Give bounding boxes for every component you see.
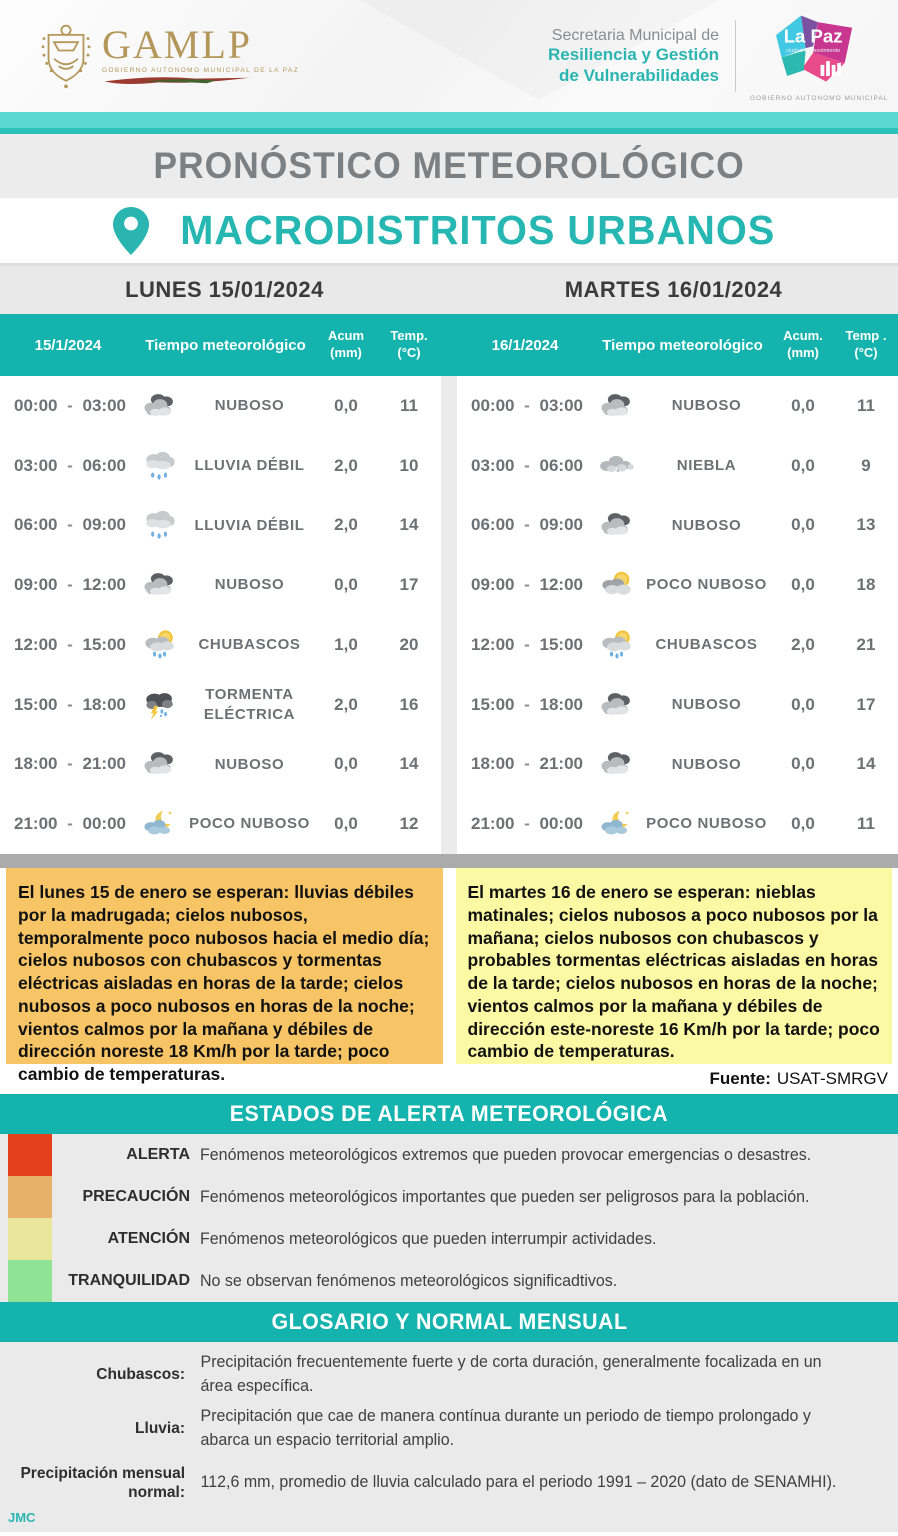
- alert-description: Fenómenos meteorológicos extremos que pueden provocar emergencias o desastres.: [200, 1145, 812, 1164]
- time-range: 06:00 - 09:00: [14, 515, 126, 535]
- forecast-row: [0, 376, 441, 436]
- gamlp-caption: GOBIERNO AUTONOMO MUNICIPAL DE LA PAZ: [102, 67, 300, 74]
- glossary-term: Precipitación mensual normal:: [20, 1464, 185, 1501]
- alerts-title: ESTADOS DE ALERTA METEOROLÓGICA: [229, 1101, 669, 1126]
- light-rain-icon: [136, 509, 184, 541]
- condition-label: NUBOSO: [671, 695, 742, 713]
- temp-value: 12: [399, 814, 419, 834]
- alerts-list: [0, 1134, 898, 1302]
- alert-row: [0, 1134, 898, 1176]
- condition-label: NUBOSO: [671, 397, 742, 415]
- acum-value: 0,0: [334, 814, 358, 834]
- forecast-row: [457, 496, 898, 556]
- time-range: 12:00 - 15:00: [471, 634, 583, 654]
- showers-icon: [136, 629, 184, 661]
- subtitle-band: [0, 198, 898, 266]
- alert-row: [0, 1260, 898, 1302]
- temp-value: 14: [399, 515, 419, 535]
- forecast-row: [457, 735, 898, 795]
- alert-label: ALERTA: [126, 1146, 190, 1163]
- condition-label: CHUBASCOS: [198, 636, 301, 654]
- location-pin-icon: [113, 207, 149, 255]
- title-band: [0, 134, 898, 198]
- forecast-row: [0, 436, 441, 496]
- col-acum-tuesday: Acum. (mm): [783, 328, 823, 360]
- showers-icon: [593, 629, 641, 661]
- col-acum-monday: Acum (mm): [327, 328, 365, 360]
- condition-label: POCO NUBOSO: [189, 815, 310, 833]
- secretaria-line-1: Secretaria Municipal de: [551, 27, 719, 45]
- glossary-row: [0, 1402, 898, 1456]
- author-initials: JMC: [0, 1510, 898, 1532]
- acum-value: 2,0: [791, 634, 815, 654]
- alert-row: [0, 1176, 898, 1218]
- svg-text:ciudad en movimiento: ciudad en movimiento: [786, 47, 841, 54]
- temp-value: 10: [399, 455, 419, 475]
- day-header-monday: LUNES 15/01/2024: [125, 277, 324, 302]
- time-range: 00:00 - 03:00: [471, 395, 583, 415]
- day-headers: [0, 266, 898, 314]
- forecast-row: [457, 615, 898, 675]
- glossary-term: Chubascos:: [96, 1366, 185, 1384]
- acum-value: 0,0: [791, 754, 815, 774]
- temp-value: 11: [400, 395, 418, 415]
- condition-label: CHUBASCOS: [655, 636, 758, 654]
- time-range: 21:00 - 00:00: [14, 814, 126, 834]
- temp-value: 17: [399, 575, 419, 595]
- temp-value: 21: [856, 634, 876, 654]
- gamlp-logo: [38, 22, 299, 90]
- acum-value: 0,0: [791, 395, 815, 415]
- alert-label: PRECAUCIÓN: [82, 1188, 190, 1205]
- time-range: 18:00 - 21:00: [471, 754, 583, 774]
- table-gap: [441, 376, 457, 854]
- col-date-tuesday: 16/1/2024: [491, 336, 559, 354]
- glossary-definition: 112,6 mm, promedio de lluvia calculado para el periodo 1991 – 2020 (dato de SENAMHI).: [200, 1473, 837, 1492]
- acum-value: 2,0: [334, 515, 358, 535]
- acum-value: 0,0: [334, 575, 358, 595]
- col-date-monday: 15/1/2024: [34, 336, 102, 354]
- day-header-tuesday: MARTES 16/01/2024: [564, 277, 783, 302]
- col-temp-tuesday: Temp . (°C): [845, 328, 887, 360]
- page-title: PRONÓSTICO METEOROLÓGICO: [153, 145, 745, 186]
- time-range: 15:00 - 18:00: [14, 694, 126, 714]
- glossary-list: [0, 1342, 898, 1510]
- header-divider: [735, 20, 736, 92]
- source-value: USAT-SMRGV: [776, 1069, 888, 1088]
- cloudy-icon: [136, 390, 184, 422]
- gamlp-crest-icon: [38, 22, 94, 90]
- time-range: 06:00 - 09:00: [471, 515, 583, 535]
- time-range: 03:00 - 06:00: [471, 455, 583, 475]
- table-header: [0, 314, 898, 376]
- acum-value: 2,0: [334, 694, 358, 714]
- forecast-rows-tuesday: [457, 376, 898, 854]
- divider-bar: [0, 854, 898, 868]
- temp-value: 16: [399, 694, 419, 714]
- temp-value: 13: [856, 515, 876, 535]
- acum-value: 0,0: [791, 814, 815, 834]
- forecast-row: [457, 555, 898, 615]
- condition-label: LLUVIA DÉBIL: [194, 516, 305, 534]
- lapaz-logo-icon: [756, 11, 874, 89]
- condition-label: TORMENTA ELÉCTRICA: [203, 686, 296, 723]
- monday-summary: El lunes 15 de enero se esperan: lluvias débiles por la madrugada; cielos nubosos, temporalmente poco nubosos hacia el medio día; cielos nubosos con chubascos y tormentas eléctricas aisladas en horas de la tarde; cielos nubosos a poco nubosos en horas de la noche; vientos calmos por la mañana y débiles de dirección noreste 18 Km/h por la tarde; poco cambio de temperaturas.: [6, 868, 443, 1064]
- alert-color-swatch: [8, 1134, 52, 1176]
- acum-value: 2,0: [334, 455, 358, 475]
- temp-value: 9: [861, 455, 871, 475]
- forecast-row: [457, 675, 898, 735]
- forecast-row: [0, 794, 441, 854]
- glossary-title: GLOSARIO Y NORMAL MENSUAL: [271, 1309, 627, 1334]
- glossary-definition: Precipitación que cae de manera contínua durante un periodo de tiempo prolongado y abarca un espacio territorial amplio.: [200, 1407, 811, 1449]
- forecast-row: [457, 376, 898, 436]
- condition-label: LLUVIA DÉBIL: [194, 456, 305, 474]
- acum-value: 0,0: [791, 455, 815, 475]
- alert-label: TRANQUILIDAD: [68, 1272, 190, 1289]
- alert-color-swatch: [8, 1218, 52, 1260]
- alerts-title-bar: [0, 1094, 898, 1134]
- acum-value: 0,0: [791, 515, 815, 535]
- col-weather-monday: Tiempo meteorológico: [145, 336, 306, 354]
- tuesday-summary: El martes 16 de enero se esperan: nieblas matinales; cielos nubosos a poco nubosos por la mañana; cielos nubosos con chubascos y probables tormentas eléctricas aisladas en horas de la tarde; cielos nubosos en horas de la noche; vientos calmos por la mañana y débiles de dirección este-noreste 16 Km/h por la tarde; poco cambio de temperaturas.: [456, 868, 893, 1064]
- forecast-row: [0, 555, 441, 615]
- condition-label: POCO NUBOSO: [646, 815, 767, 833]
- forecast-row: [457, 794, 898, 854]
- glossary-row: [0, 1456, 898, 1510]
- thunderstorm-icon: [136, 689, 184, 721]
- cloudy-icon: [593, 509, 641, 541]
- alert-description: Fenómenos meteorológicos importantes que pueden ser peligrosos para la población.: [200, 1187, 810, 1206]
- temp-value: 17: [856, 694, 876, 714]
- time-range: 12:00 - 15:00: [14, 634, 126, 654]
- glossary-title-bar: [0, 1302, 898, 1342]
- acum-value: 0,0: [791, 575, 815, 595]
- lapaz-logo: [750, 11, 889, 102]
- forecast-rows-monday: [0, 376, 441, 854]
- temp-value: 11: [857, 814, 875, 834]
- time-range: 09:00 - 12:00: [14, 575, 126, 595]
- alert-description: No se observan fenómenos meteorológicos significadtivos.: [200, 1271, 618, 1290]
- condition-label: NUBOSO: [671, 516, 742, 534]
- condition-label: NIEBLA: [676, 456, 737, 474]
- cloudy-icon: [593, 748, 641, 780]
- glossary-term: Lluvia:: [135, 1420, 185, 1438]
- time-range: 15:00 - 18:00: [471, 694, 583, 714]
- secretaria-line-3: de Vulnerabilidades: [559, 65, 719, 85]
- col-temp-monday: Temp. (°C): [390, 328, 428, 360]
- page-subtitle: MACRODISTRITOS URBANOS: [180, 207, 776, 253]
- forecast-row: [0, 615, 441, 675]
- alert-color-swatch: [8, 1176, 52, 1218]
- condition-label: NUBOSO: [214, 576, 285, 594]
- glossary-row: [0, 1348, 898, 1402]
- time-range: 03:00 - 06:00: [14, 455, 126, 475]
- gamlp-ribbon-icon: [102, 74, 252, 87]
- gamlp-acronym: GAMLP: [102, 22, 253, 67]
- secretaria-line-2: Resiliencia y Gestión: [547, 45, 719, 65]
- lapaz-caption: GOBIERNO AUTONOMO MUNICIPAL: [750, 94, 889, 102]
- col-weather-tuesday: Tiempo meteorológico: [602, 336, 763, 354]
- forecast-row: [0, 735, 441, 795]
- temp-value: 11: [857, 395, 875, 415]
- alert-color-swatch: [8, 1260, 52, 1302]
- time-range: 21:00 - 00:00: [471, 814, 583, 834]
- alert-label: ATENCIÓN: [107, 1230, 190, 1247]
- temp-value: 14: [399, 754, 419, 774]
- condition-label: NUBOSO: [671, 755, 742, 773]
- time-range: 00:00 - 03:00: [14, 395, 126, 415]
- forecast-row: [0, 675, 441, 735]
- condition-label: NUBOSO: [214, 755, 285, 773]
- partly-cloudy-night-icon: [136, 808, 184, 840]
- secretaria-title: [548, 26, 719, 86]
- glossary-definition: Precipitación frecuentemente fuerte y de corta duración, generalmente focalizada en un área específica.: [200, 1353, 822, 1395]
- time-range: 18:00 - 21:00: [14, 754, 126, 774]
- condition-label: POCO NUBOSO: [646, 576, 767, 594]
- alert-row: [0, 1218, 898, 1260]
- teal-strip: [0, 112, 898, 134]
- fog-icon: [593, 450, 641, 482]
- partly-cloudy-night-icon: [593, 808, 641, 840]
- forecast-row: [457, 436, 898, 496]
- forecast-table-body: [0, 376, 898, 854]
- temp-value: 14: [856, 754, 876, 774]
- light-rain-icon: [136, 450, 184, 482]
- svg-text:La Paz: La Paz: [783, 25, 843, 47]
- time-range: 09:00 - 12:00: [471, 575, 583, 595]
- temp-value: 20: [399, 634, 419, 654]
- partly-cloudy-day-icon: [593, 569, 641, 601]
- temp-value: 18: [856, 575, 876, 595]
- acum-value: 0,0: [791, 694, 815, 714]
- alert-description: Fenómenos meteorológicos que pueden interrumpir actividades.: [200, 1229, 657, 1248]
- brand-header: [0, 0, 898, 112]
- condition-label: NUBOSO: [214, 397, 285, 415]
- cloudy-icon: [136, 569, 184, 601]
- forecast-row: [0, 496, 441, 556]
- acum-value: 0,0: [334, 754, 358, 774]
- source-label: Fuente:: [709, 1069, 771, 1088]
- cloudy-icon: [593, 390, 641, 422]
- acum-value: 0,0: [334, 395, 358, 415]
- cloudy-icon: [593, 689, 641, 721]
- cloudy-icon: [136, 748, 184, 780]
- acum-value: 1,0: [334, 634, 358, 654]
